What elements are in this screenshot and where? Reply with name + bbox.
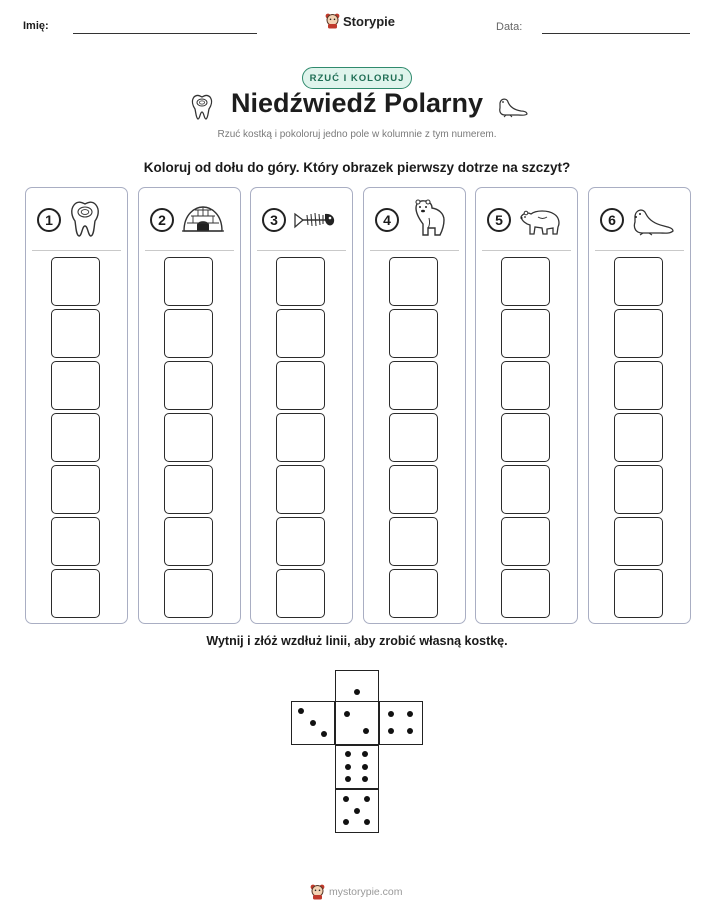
column-number: 4 [375,208,399,232]
color-cell[interactable] [51,517,100,566]
die-pip [388,711,394,717]
color-cell[interactable] [51,361,100,410]
seal-icon [497,96,529,118]
color-cell[interactable] [614,361,663,410]
column-divider [370,250,459,251]
column-divider [595,250,684,251]
column-number: 6 [600,208,624,232]
column-1 [25,187,128,624]
color-cell[interactable] [501,569,550,618]
page-title: Niedźwiedź Polarny [230,88,484,118]
column-6 [588,187,691,624]
die-pip [407,728,413,734]
color-cell[interactable] [389,257,438,306]
die-pip [298,708,304,714]
date-line[interactable] [542,33,690,34]
column-divider [32,250,121,251]
color-cell[interactable] [389,413,438,462]
color-cell[interactable] [501,309,550,358]
color-cell[interactable] [164,569,213,618]
fish-skeleton-icon [293,208,337,234]
color-cell[interactable] [164,413,213,462]
bear-mascot-icon [310,884,325,900]
color-cell[interactable] [501,361,550,410]
die-pip [344,711,350,717]
polar-bear-walking-icon [518,205,562,237]
color-cell[interactable] [276,361,325,410]
color-cell[interactable] [501,465,550,514]
column-divider [257,250,346,251]
die-pip [354,808,360,814]
die-face-6 [335,745,379,789]
subtitle: Rzuć kostką i pokoloruj jedno pole w kolumnie z tym numerem. [217,129,497,140]
column-5 [475,187,578,624]
color-cell[interactable] [614,465,663,514]
die-pip [362,751,368,757]
color-cell[interactable] [51,309,100,358]
name-line[interactable] [73,33,257,34]
die-pip [354,689,360,695]
storypie-logo [325,13,395,29]
die-pip [321,731,327,737]
column-divider [482,250,571,251]
igloo-icon [181,204,225,236]
color-cell[interactable] [164,309,213,358]
die-pip [364,819,370,825]
color-cell[interactable] [51,465,100,514]
color-cell[interactable] [276,517,325,566]
die-pip [345,751,351,757]
die-pip [362,776,368,782]
color-cell[interactable] [276,309,325,358]
color-cell[interactable] [501,257,550,306]
color-cell[interactable] [276,465,325,514]
die-face-3 [291,701,335,745]
column-header [139,188,240,250]
die-pip [363,728,369,734]
name-label: Imię: [23,20,49,32]
polar-bear-standing-icon [406,198,448,238]
bear-mascot-icon [325,13,340,29]
column-header [364,188,465,250]
die-pip [310,720,316,726]
color-cell[interactable] [501,517,550,566]
column-3 [250,187,353,624]
color-cell[interactable] [501,413,550,462]
footer [310,884,403,900]
color-cell[interactable] [614,517,663,566]
color-cell[interactable] [51,257,100,306]
color-cell[interactable] [389,465,438,514]
die-pip [345,776,351,782]
die-face-2 [335,701,379,745]
instruction: Koloruj od dołu do góry. Który obrazek pierwszy dotrze na szczyt? [143,160,571,175]
column-header [476,188,577,250]
color-cell[interactable] [614,413,663,462]
die-pip [388,728,394,734]
column-4 [363,187,466,624]
color-cell[interactable] [614,309,663,358]
tooth-icon [68,200,102,238]
column-header [251,188,352,250]
seal-icon [631,206,675,236]
die-pip [343,796,349,802]
color-cell[interactable] [164,361,213,410]
die-pip [407,711,413,717]
die-pip [345,764,351,770]
color-cell[interactable] [614,257,663,306]
column-header [589,188,690,250]
column-number: 2 [150,208,174,232]
color-cell[interactable] [164,465,213,514]
color-cell[interactable] [164,257,213,306]
die-face-5 [335,789,379,833]
column-divider [145,250,234,251]
activity-badge: RZUĆ I KOLORUJ [302,67,412,89]
column-2 [138,187,241,624]
column-number: 1 [37,208,61,232]
color-cell[interactable] [51,569,100,618]
cut-instruction: Wytnij i złóż wzdłuż linii, aby zrobić własną kostkę. [206,634,508,648]
color-cell[interactable] [276,257,325,306]
color-cell[interactable] [164,517,213,566]
die-pip [364,796,370,802]
color-cell[interactable] [614,569,663,618]
color-cell[interactable] [276,413,325,462]
color-cell[interactable] [389,309,438,358]
column-header [26,188,127,250]
color-cell[interactable] [389,361,438,410]
color-cell[interactable] [389,569,438,618]
color-cell[interactable] [389,517,438,566]
die-face-4 [379,701,423,745]
date-label: Data: [496,21,523,33]
logo-text: Storypie [343,13,396,29]
die-pip [362,764,368,770]
column-number: 3 [262,208,286,232]
column-number: 5 [487,208,511,232]
die-pip [343,819,349,825]
footer-url: mystorypie.com [329,886,403,898]
color-cell[interactable] [276,569,325,618]
color-cell[interactable] [51,413,100,462]
